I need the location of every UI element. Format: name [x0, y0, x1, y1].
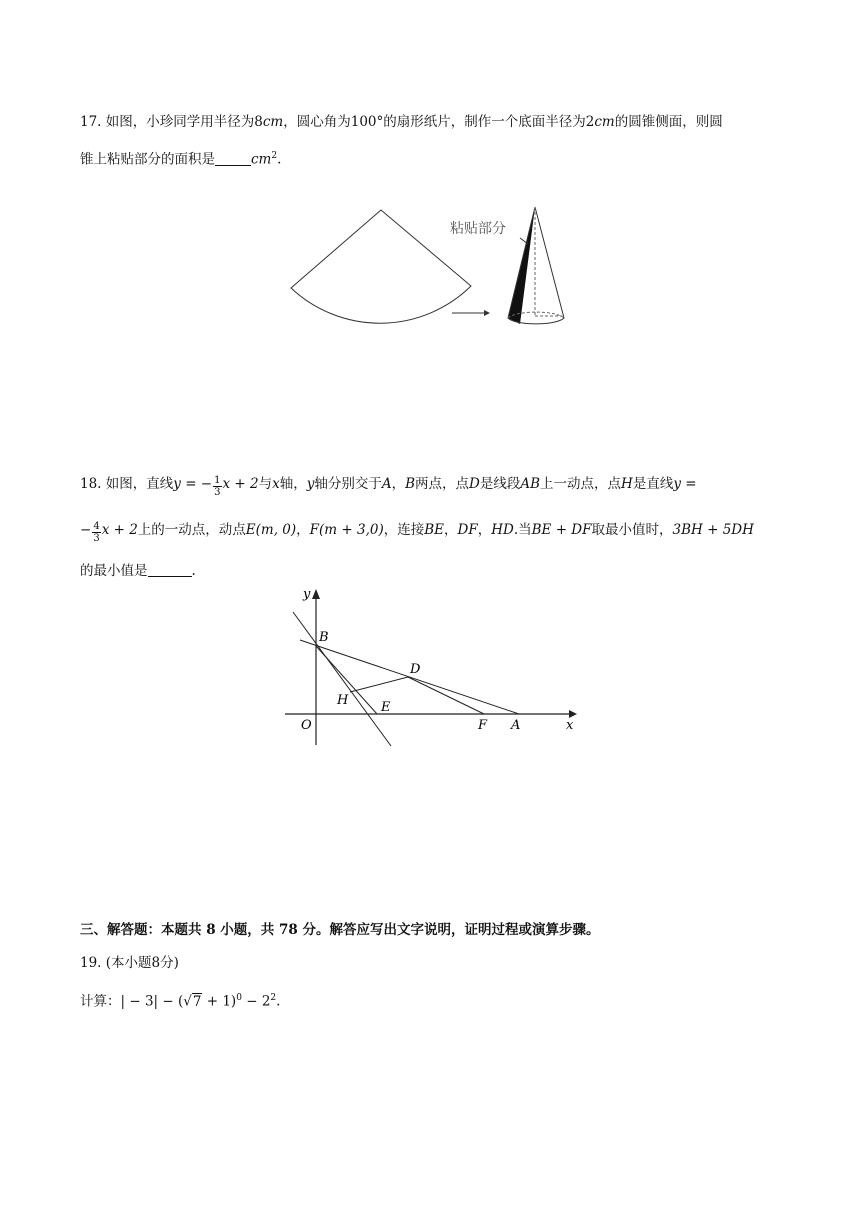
q17-line-1: 17. 如图，小珍同学用半径为8cm，圆心角为100°的扇形纸片，制作一个底面半径为2cm的圆锥侧面，则圆	[80, 114, 723, 130]
segment-DF	[408, 677, 484, 714]
q19-expression: 计算：| − $3| - (√7 + 1)^0 - 2^2$.	[80, 993, 281, 1010]
segment-HD	[350, 677, 408, 692]
q18-fraction-2: $\frac{4}{3}$	[93, 521, 100, 544]
q17-radius: 8	[254, 114, 263, 130]
label-E: E	[381, 700, 391, 715]
glued-part-label: 粘贴部分	[450, 221, 506, 237]
q18-fraction-1: $\frac{1}{3}$	[214, 475, 221, 498]
label-x: x	[566, 718, 574, 733]
section-3-heading: 三、解答题：本题共 8 小题，共 78 分。解答应写出文字说明，证明过程或演算步骤。	[80, 922, 600, 938]
q17-line-2: 锥上粘贴部分的面积是 $cm^2$.	[80, 151, 282, 168]
line-BA	[300, 640, 519, 714]
q17-unit: cm	[262, 114, 284, 130]
q18-line-3: 的最小值是 .	[80, 563, 196, 579]
q17-angle: 100°	[350, 114, 384, 130]
x-axis-arrow	[569, 710, 577, 718]
label-y: y	[303, 587, 311, 602]
label-O: O	[301, 718, 312, 733]
y-axis-arrow	[312, 589, 320, 599]
q19-header: 19. (本小题8分)	[80, 955, 179, 971]
label-H: H	[337, 693, 349, 708]
q18-line-2: − $\frac{4}{3}$ x + 2上的一动点，动点E(m, 0)，F(m + 3,0)，连接BE，DF，HD.当BE + DF取最小值时，3BH + 5DH	[80, 521, 754, 544]
q18-line-1: 18. 如图，直线y = − $\frac{1}{3}$ x + 2与x轴，y轴分别交于A，B两点，点D是线段AB上一动点，点H是直线y =	[80, 475, 697, 498]
label-A: A	[511, 718, 521, 733]
q17-base-radius: 2	[585, 114, 595, 130]
label-D: D	[410, 662, 421, 677]
label-F: F	[478, 718, 488, 733]
label-B: B	[319, 630, 329, 645]
